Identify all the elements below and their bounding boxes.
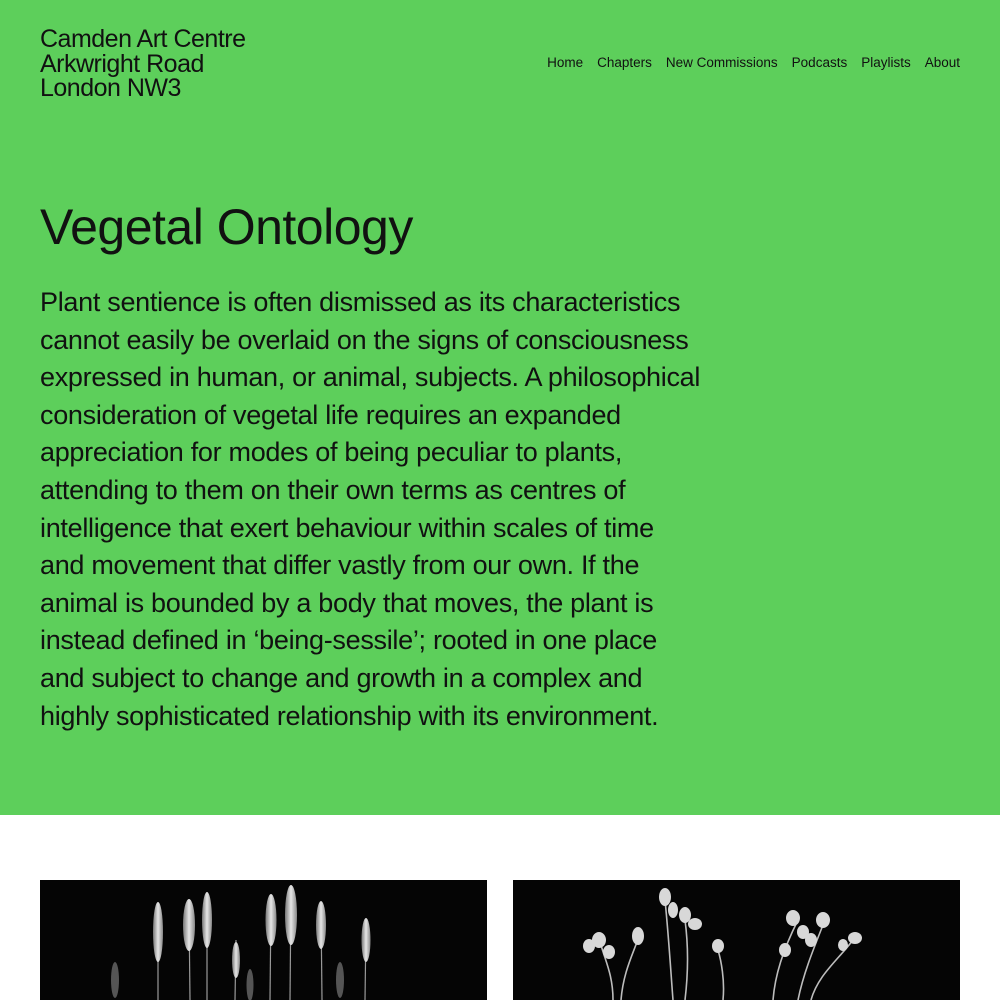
paragraph-line: intelligence that exert behaviour within scales of time — [40, 512, 654, 543]
nav-new-commissions[interactable]: New Commissions — [665, 55, 778, 70]
image-gallery — [40, 880, 960, 1000]
nav-chapters[interactable]: Chapters — [597, 55, 652, 70]
nav-podcasts[interactable]: Podcasts — [791, 55, 848, 70]
seed-pods-photo[interactable] — [40, 880, 487, 1000]
page-title: Vegetal Ontology — [40, 199, 413, 255]
nav-home[interactable]: Home — [547, 55, 584, 70]
paragraph-line: Plant sentience is often dismissed as its characteristics — [40, 287, 681, 317]
paragraph-line: and subject to change and growth in a complex and — [40, 662, 643, 693]
logo-line-2: Arkwright Road — [40, 49, 204, 78]
nav-playlists[interactable]: Playlists — [861, 55, 911, 70]
seed-pods-image — [40, 880, 487, 1000]
logo-line-1: Camden Art Centre — [40, 25, 246, 53]
paragraph-line: attending to them on their own terms as centres of — [40, 474, 626, 505]
paragraph-line: animal is bounded by a body that moves, the plant is — [40, 587, 654, 618]
seedlings-image — [513, 880, 960, 1000]
seedlings-photo[interactable] — [513, 880, 960, 1000]
paragraph-line: appreciation for modes of being peculiar to plants, — [40, 437, 623, 468]
paragraph-line: consideration of vegetal life requires an expanded — [40, 399, 621, 430]
site-logo[interactable] — [40, 27, 246, 101]
paragraph-line: cannot easily be overlaid on the signs of consciousness — [40, 324, 689, 355]
nav-about[interactable]: About — [924, 55, 960, 70]
main-nav — [547, 54, 960, 72]
paragraph-line: instead defined in ‘being-sessile’; rooted in one place — [40, 625, 657, 656]
paragraph-line: highly sophisticated relationship with its environment. — [40, 700, 659, 731]
logo-line-3: London NW3 — [40, 74, 181, 102]
paragraph-line: expressed in human, or animal, subjects. A philosophical — [40, 362, 701, 393]
paragraph-line: and movement that differ vastly from our own. If the — [40, 550, 640, 581]
intro-paragraph — [40, 284, 760, 735]
